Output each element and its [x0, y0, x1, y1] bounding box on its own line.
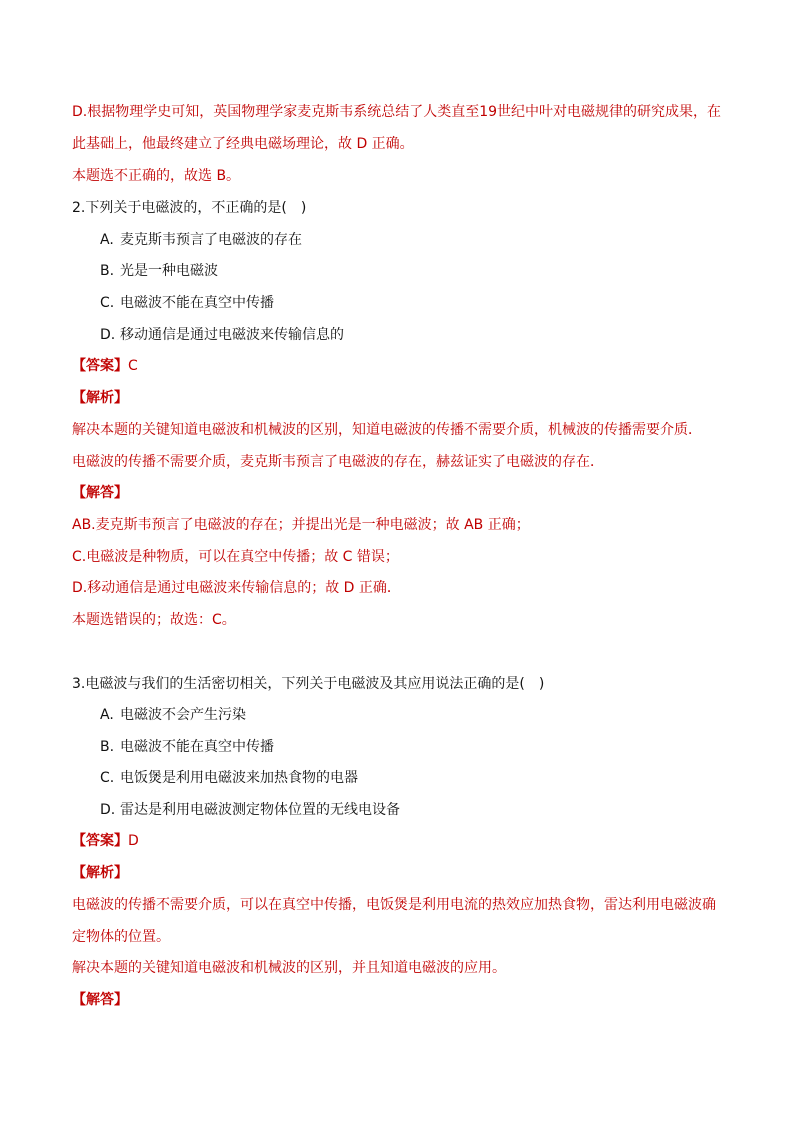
- q3-option-a: [100, 705, 246, 725]
- q2-solution-line-3: D.移动通信是通过电磁波来传输信息的；故 D 正确．: [72, 580, 401, 596]
- q3-analysis-line-1: 电磁波的传播不需要介质，可以在真空中传播，电饭煲是利用电流的热效应加热食物，雷达利用电磁波确: [72, 897, 716, 913]
- q3-analysis-line-3: 解决本题的关键知道电磁波和机械波的区别，并且知道电磁波的应用。: [72, 960, 506, 976]
- q3-option-a-letter: A.: [100, 707, 114, 723]
- q3-option-a-text: 电磁波不会产生污染: [120, 707, 246, 723]
- q2-analysis-label: 【解析】: [72, 390, 128, 406]
- prev-explanation-line-1: D.根据物理学史可知，英国物理学家麦克斯韦系统总结了人类直至19世纪中叶对电磁规律的研究成果，在: [72, 104, 722, 120]
- q3-answer-value: D: [128, 833, 139, 849]
- q2-answer-label: 【答案】: [72, 358, 128, 374]
- q3-answer-label: 【答案】: [72, 833, 128, 849]
- q2-option-c-letter: C.: [100, 295, 115, 311]
- q3-answer: [72, 831, 139, 851]
- q3-option-d: [100, 800, 400, 820]
- q2-answer: [72, 356, 138, 376]
- q2-solution-line-4: 本题选错误的；故选：C。: [72, 612, 236, 628]
- q3-option-b: [100, 737, 274, 757]
- q2-solution-line-2: C.电磁波是种物质，可以在真空中传播；故 C 错误；: [72, 549, 399, 565]
- q2-option-c: [100, 293, 274, 313]
- q3-option-b-text: 电磁波不能在真空中传播: [120, 739, 274, 755]
- q2-analysis-line-2: 电磁波的传播不需要介质，麦克斯韦预言了电磁波的存在，赫兹证实了电磁波的存在．: [72, 454, 604, 470]
- q2-option-d-text: 移动通信是通过电磁波来传输信息的: [120, 327, 344, 343]
- q2-option-d-letter: D.: [100, 327, 116, 343]
- q2-option-a: [100, 230, 302, 250]
- q2-solution-label: 【解答】: [72, 485, 128, 501]
- q3-option-c-letter: C.: [100, 770, 115, 786]
- q3-option-c: [100, 768, 358, 788]
- q2-option-d: [100, 325, 344, 345]
- q3-stem: 3.电磁波与我们的生活密切相关，下列关于电磁波及其应用说法正确的是( ): [72, 676, 545, 692]
- prev-explanation-line-2: 此基础上，他最终建立了经典电磁场理论，故 D 正确。: [72, 136, 414, 152]
- q2-option-a-text: 麦克斯韦预言了电磁波的存在: [120, 232, 302, 248]
- q2-solution-line-1: AB.麦克斯韦预言了电磁波的存在；并提出光是一种电磁波；故 AB 正确；: [72, 517, 530, 533]
- q3-option-b-letter: B.: [100, 739, 115, 755]
- q3-option-d-text: 雷达是利用电磁波测定物体位置的无线电设备: [120, 802, 400, 818]
- q3-solution-label: 【解答】: [72, 992, 128, 1008]
- q2-option-c-text: 电磁波不能在真空中传播: [120, 295, 274, 311]
- q3-analysis-line-2: 定物体的位置。: [72, 929, 170, 945]
- q2-stem: 2.下列关于电磁波的，不正确的是( ): [72, 200, 307, 216]
- q3-option-d-letter: D.: [100, 802, 116, 818]
- q2-option-b-text: 光是一种电磁波: [120, 263, 218, 279]
- q2-option-a-letter: A.: [100, 232, 114, 248]
- q3-option-c-text: 电饭煲是利用电磁波来加热食物的电器: [120, 770, 358, 786]
- q2-option-b-letter: B.: [100, 263, 115, 279]
- q2-answer-value: C: [128, 358, 138, 374]
- q2-option-b: [100, 261, 218, 281]
- q2-analysis-line-1: 解决本题的关键知道电磁波和机械波的区别，知道电磁波的传播不需要介质，机械波的传播需要介质．: [72, 422, 702, 438]
- q3-analysis-label: 【解析】: [72, 865, 128, 881]
- prev-explanation-line-3: 本题选不正确的，故选 B。: [72, 168, 241, 184]
